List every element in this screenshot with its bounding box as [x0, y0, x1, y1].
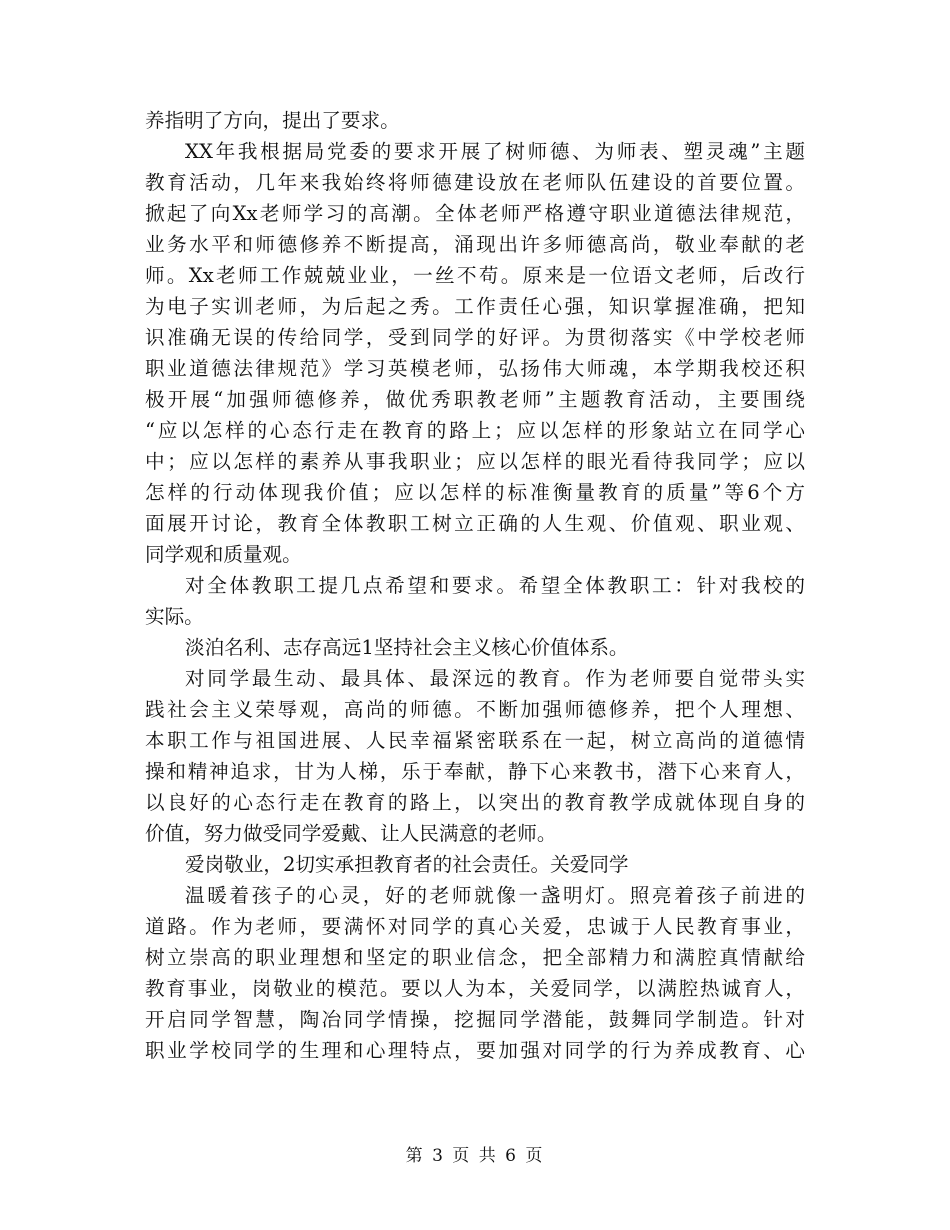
text-line: 养指明了方向，提出了要求。	[145, 109, 400, 132]
text-line: 本职工作与祖国进展、人民幸福紧密联系在一起，树立高尚的道德情	[145, 729, 805, 752]
text-line: 对全体教职工提几点希望和要求。希望全体教职工：针对我校的	[185, 574, 805, 597]
text-line: 面展开讨论，教育全体教职工树立正确的人生观、价值观、职业观、	[145, 512, 805, 535]
text-line: 开启同学智慧，陶冶同学情操，挖掘同学潜能，鼓舞同学制造。针对	[145, 1008, 805, 1031]
text-line: 树立崇高的职业理想和坚定的职业信念，把全部精力和满腔真情献给	[145, 946, 805, 969]
text-line: 实际。	[145, 605, 204, 628]
text-line: 教育事业，岗敬业的模范。要以人为本，关爱同学，以满腔热诚育人，	[145, 977, 805, 1000]
text-line: 为电子实训老师，为后起之秀。工作责任心强，知识掌握准确，把知	[145, 295, 805, 318]
text-line: 极开展“加强师德修养，做优秀职教老师”主题教育活动，主要围绕	[145, 388, 805, 411]
text-line: 以良好的心态行走在教育的路上，以突出的教育教学成就体现自身的	[145, 791, 805, 814]
text-line: 温暖着孩子的心灵，好的老师就像一盏明灯。照亮着孩子前进的	[185, 884, 805, 907]
text-line: 教育活动，几年来我始终将师德建设放在老师队伍建设的首要位置。	[145, 171, 805, 194]
text-line: 操和精神追求，甘为人梯，乐于奉献，静下心来教书，潜下心来育人，	[145, 760, 805, 783]
text-line: 职业道德法律规范》学习英模老师，弘扬伟大师魂，本学期我校还积	[145, 357, 805, 380]
text-line: 掀起了向Xx老师学习的高潮。全体老师严格遵守职业道德法律规范，	[145, 202, 805, 225]
text-line: “应以怎样的心态行走在教育的路上；应以怎样的形象站立在同学心	[145, 419, 805, 442]
text-line: 同学观和质量观。	[145, 543, 302, 566]
text-line: XX年我根据局党委的要求开展了树师德、为师表、塑灵魂”主题	[185, 140, 805, 163]
text-line: 践社会主义荣辱观，高尚的师德。不断加强师德修养，把个人理想、	[145, 698, 805, 721]
text-line: 识准确无误的传给同学，受到同学的好评。为贯彻落实《中学校老师	[145, 326, 805, 349]
text-line: 爱岗敬业，2切实承担教育者的社会责任。关爱同学	[185, 853, 629, 876]
text-line: 价值，努力做受同学爱戴、让人民满意的老师。	[145, 822, 557, 845]
text-line: 师。Xx老师工作兢兢业业，一丝不苟。原来是一位语文老师，后改行	[145, 264, 805, 287]
text-line: 道路。作为老师，要满怀对同学的真心关爱，忠诚于人民教育事业，	[145, 915, 805, 938]
text-line: 中；应以怎样的素养从事我职业；应以怎样的眼光看待我同学；应以	[145, 450, 805, 473]
text-line: 淡泊名利、志存高远1坚持社会主义核心价值体系。	[185, 636, 629, 659]
body-text	[145, 105, 805, 1066]
text-line: 怎样的行动体现我价值；应以怎样的标准衡量教育的质量”等6个方	[145, 481, 805, 504]
text-line: 业务水平和师德修养不断提高，涌现出许多师德高尚，敬业奉献的老	[145, 233, 805, 256]
text-line: 对同学最生动、最具体、最深远的教育。作为老师要自觉带头实	[185, 667, 805, 690]
page-number-footer: 第 3 页 共 6 页	[405, 1146, 545, 1166]
text-line: 职业学校同学的生理和心理特点，要加强对同学的行为养成教育、心	[145, 1039, 805, 1062]
